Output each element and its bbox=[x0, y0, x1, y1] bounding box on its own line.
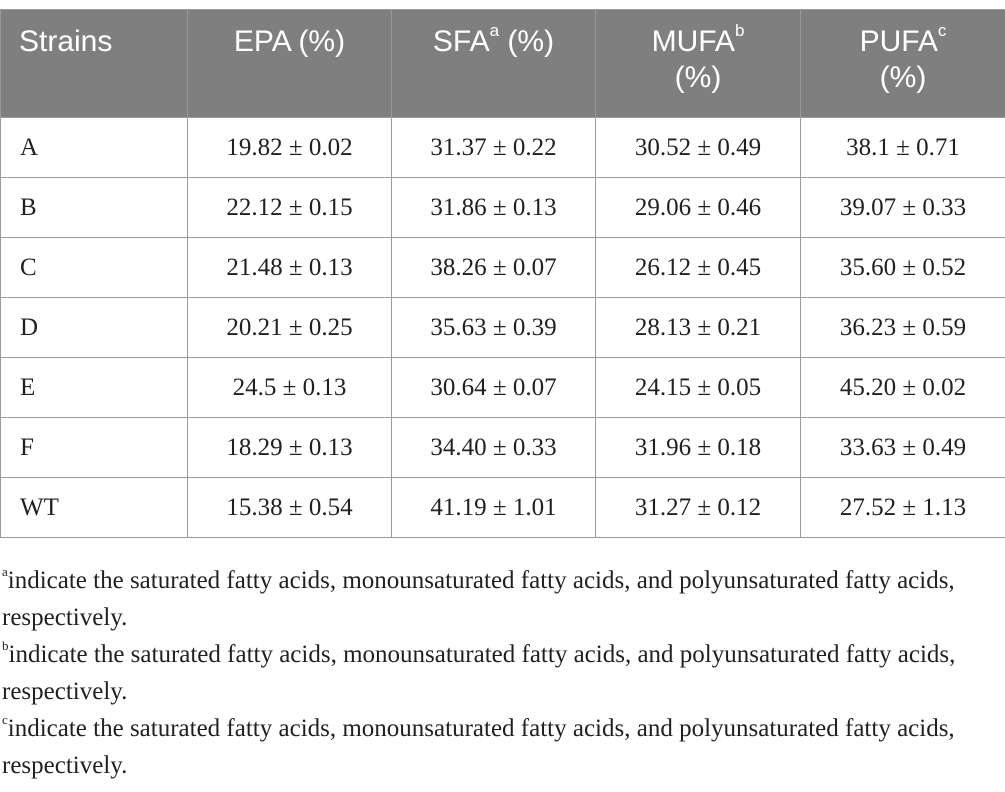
header-pufa-unit: (%) bbox=[879, 61, 927, 94]
footnote bbox=[2, 636, 1002, 710]
cell-pufa: 35.60 ± 0.52 bbox=[801, 238, 1005, 298]
footnote-marker: a bbox=[2, 563, 8, 579]
cell-sfa: 38.26 ± 0.07 bbox=[392, 238, 596, 298]
cell-mufa: 31.96 ± 0.18 bbox=[596, 418, 801, 478]
cell-strain: WT bbox=[1, 478, 188, 538]
header-pufa-label: PUFA bbox=[859, 25, 938, 58]
header-mufa-unit: (%) bbox=[674, 61, 722, 94]
cell-mufa: 24.15 ± 0.05 bbox=[596, 358, 801, 418]
footnote-text: indicate the saturated fatty acids, monounsaturated fatty acids, and polyunsaturated fatty acids, respectively. bbox=[2, 641, 956, 705]
cell-strain: B bbox=[1, 178, 188, 238]
cell-epa: 20.21 ± 0.25 bbox=[188, 298, 392, 358]
cell-sfa: 41.19 ± 1.01 bbox=[392, 478, 596, 538]
header-row bbox=[1, 10, 1005, 118]
header-strains-label: Strains bbox=[19, 25, 113, 58]
header-sfa-footnote-marker: a bbox=[489, 21, 500, 40]
table-row bbox=[1, 178, 1005, 238]
cell-sfa: 31.37 ± 0.22 bbox=[392, 118, 596, 178]
footnote bbox=[2, 562, 1002, 636]
cell-epa: 22.12 ± 0.15 bbox=[188, 178, 392, 238]
cell-mufa: 29.06 ± 0.46 bbox=[596, 178, 801, 238]
cell-pufa: 38.1 ± 0.71 bbox=[801, 118, 1005, 178]
cell-epa: 24.5 ± 0.13 bbox=[188, 358, 392, 418]
table-row bbox=[1, 298, 1005, 358]
cell-mufa: 30.52 ± 0.49 bbox=[596, 118, 801, 178]
footnote-text: indicate the saturated fatty acids, monounsaturated fatty acids, and polyunsaturated fatty acids, respectively. bbox=[2, 715, 955, 779]
header-pufa-footnote-marker: c bbox=[937, 21, 947, 40]
table-container bbox=[0, 9, 1005, 538]
cell-strain: E bbox=[1, 358, 188, 418]
footnote-marker: c bbox=[2, 711, 8, 727]
cell-strain: D bbox=[1, 298, 188, 358]
table-body bbox=[1, 118, 1005, 538]
cell-epa: 15.38 ± 0.54 bbox=[188, 478, 392, 538]
header-sfa bbox=[392, 10, 596, 118]
table-row bbox=[1, 118, 1005, 178]
table-header bbox=[1, 10, 1005, 118]
cell-sfa: 34.40 ± 0.33 bbox=[392, 418, 596, 478]
cell-strain: C bbox=[1, 238, 188, 298]
header-mufa-label: MUFA bbox=[651, 25, 735, 58]
footnote-text: indicate the saturated fatty acids, monounsaturated fatty acids, and polyunsaturated fatty acids, respectively. bbox=[2, 567, 955, 631]
cell-pufa: 39.07 ± 0.33 bbox=[801, 178, 1005, 238]
cell-strain: A bbox=[1, 118, 188, 178]
header-epa bbox=[188, 10, 392, 118]
header-pufa bbox=[801, 10, 1005, 118]
cell-sfa: 31.86 ± 0.13 bbox=[392, 178, 596, 238]
cell-epa: 19.82 ± 0.02 bbox=[188, 118, 392, 178]
cell-epa: 18.29 ± 0.13 bbox=[188, 418, 392, 478]
cell-pufa: 33.63 ± 0.49 bbox=[801, 418, 1005, 478]
header-sfa-unit: (%) bbox=[499, 25, 555, 58]
cell-sfa: 35.63 ± 0.39 bbox=[392, 298, 596, 358]
table-row bbox=[1, 238, 1005, 298]
header-sfa-label: SFA bbox=[432, 25, 490, 58]
cell-strain: F bbox=[1, 418, 188, 478]
footnotes bbox=[2, 562, 1002, 784]
footnote-marker: b bbox=[2, 637, 9, 653]
cell-epa: 21.48 ± 0.13 bbox=[188, 238, 392, 298]
cell-mufa: 28.13 ± 0.21 bbox=[596, 298, 801, 358]
table-row bbox=[1, 478, 1005, 538]
cell-sfa: 30.64 ± 0.07 bbox=[392, 358, 596, 418]
header-epa-label: EPA (%) bbox=[233, 25, 346, 58]
table-row bbox=[1, 418, 1005, 478]
table-row bbox=[1, 358, 1005, 418]
cell-pufa: 27.52 ± 1.13 bbox=[801, 478, 1005, 538]
cell-pufa: 36.23 ± 0.59 bbox=[801, 298, 1005, 358]
footnote bbox=[2, 710, 1002, 784]
header-strains bbox=[1, 10, 188, 118]
fatty-acid-table bbox=[0, 9, 1005, 538]
header-mufa bbox=[596, 10, 801, 118]
cell-pufa: 45.20 ± 0.02 bbox=[801, 358, 1005, 418]
header-mufa-footnote-marker: b bbox=[734, 21, 745, 40]
cell-mufa: 26.12 ± 0.45 bbox=[596, 238, 801, 298]
cell-mufa: 31.27 ± 0.12 bbox=[596, 478, 801, 538]
